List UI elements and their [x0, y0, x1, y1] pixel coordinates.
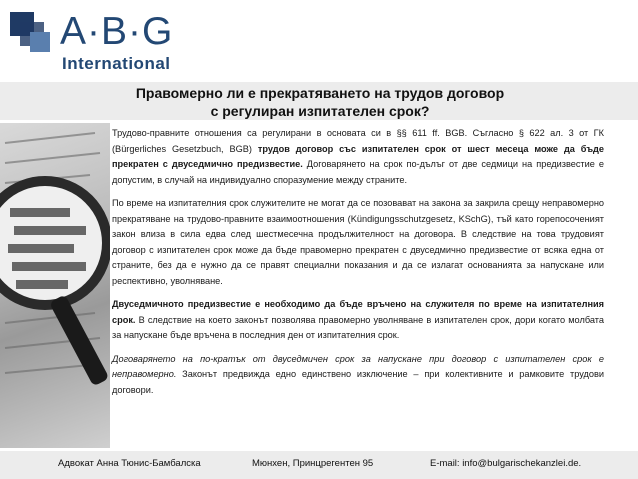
paragraph-4	[112, 352, 604, 399]
p3-text: В следствие на което законът позволява правомерно уволняване в изпитателен срок, дори когато молбата за напускане бъде връчена в последния ден от изпитателния срок.	[112, 314, 604, 340]
title-line-1: Правомерно ли е прекратяването на трудов договор	[135, 85, 505, 101]
footer-email[interactable]: E-mail: info@bulgarischekanzlei.de.	[430, 458, 582, 469]
article-body	[112, 126, 604, 406]
logo-mark-icon	[10, 12, 50, 52]
magnifier-document-photo	[0, 123, 110, 448]
logo-subtitle: International	[62, 54, 171, 73]
footer-author: Адвокат Анна Тюнис-Бамбалска	[58, 458, 201, 469]
p1-text-end: Договарянето на срок по-дълъг от две седмици на предизвестие е допустим, в случай на индивидуално споразумение между страните.	[112, 159, 604, 185]
company-logo	[8, 8, 208, 74]
magnifier-icon	[0, 123, 110, 448]
p4-italic: Договарянето на по-кратък от двуседмичен срок за напускане при договор с изпитателен срок е неправомерно.	[112, 353, 604, 379]
p1-bold: трудов договор със изпитателен срок от шест месеца може да бъде прекратен с двуседмично предизвестие.	[112, 143, 604, 169]
page-title	[70, 84, 570, 120]
logo-name: A·B·G	[60, 10, 174, 53]
p4-text: Законът предвижда едно единствено изключение – при колективните и рамковите трудови договори.	[112, 369, 604, 395]
footer-address: Мюнхен, Принцрегентен 95	[252, 458, 374, 469]
paragraph-3	[112, 297, 604, 344]
p1-text-start: Трудово-правните отношения са регулирани в основата си в §§ 611 ff. BGB. Съгласно § 622 ал. 3 от ГК (Bürgerliches Gesetzbuch, BGB)	[112, 128, 604, 154]
p3-bold: Двуседмичното предизвестие е необходимо да бъде връчено на служителя по време на изпитателния срок.	[112, 299, 604, 325]
title-line-2: с регулиран изпитателен срок?	[210, 103, 430, 119]
paragraph-1	[112, 126, 604, 188]
paragraph-2: По време на изпитателния срок служителите не могат да се позовават на закона за закрила срещу неправомерно прекратяване на трудово-правните взаимоотношения (Kündigungsschutzgesetz, KSchG), тъй като горепосоченият закон влиза в сила едва след шестмесечна продължителност на договора. В следствие на това трудовият договор с изпитателен срок може да бъде правомерно прекратен с двуседмично предизвестие от всяка една от страните, без да е нужно да се правят специални показания и да се излагат основанията за напускане или респективно, уволняване.	[112, 198, 604, 286]
